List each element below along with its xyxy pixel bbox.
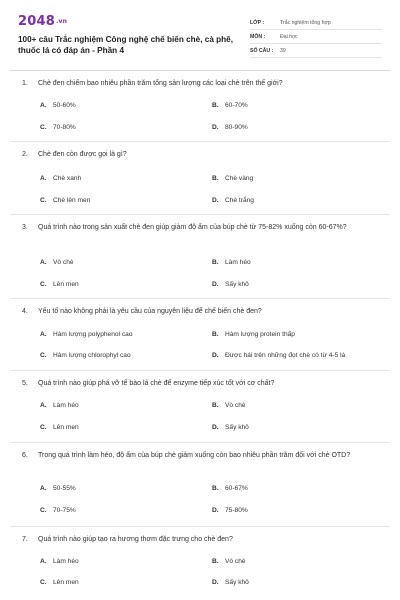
question-number: 6.	[22, 452, 28, 459]
option-a[interactable]	[40, 102, 76, 109]
logo-text: 2048	[18, 14, 55, 29]
option-letter: C.	[40, 507, 47, 514]
option-letter: A.	[40, 259, 47, 266]
header-left	[18, 14, 250, 68]
question-separator	[10, 526, 390, 527]
option-letter: B.	[212, 402, 219, 409]
question-body: Chè đen chiếm bao nhiêu phần trăm tổng sản lượng các loại chè trên thế giới?	[38, 80, 283, 87]
question-text	[22, 222, 372, 234]
option-text: Chè xanh	[53, 175, 82, 182]
option-letter: C.	[40, 124, 47, 131]
option-text: 70-80%	[53, 124, 76, 131]
option-letter: A.	[40, 331, 47, 338]
question-number: 3.	[22, 224, 28, 231]
option-text: Hàm lượng polyphenol cao	[53, 331, 133, 338]
option-letter: B.	[212, 485, 219, 492]
meta-row-class	[250, 16, 382, 30]
option-a[interactable]	[40, 259, 74, 266]
question-number: 7.	[22, 536, 28, 543]
option-text: Làm héo	[225, 259, 251, 266]
option-text: Vò chè	[53, 259, 74, 266]
question-body: Trong quá trình làm héo, độ ẩm của búp chè giảm xuống còn bao nhiêu phần trăm đối với chè OTD?	[38, 452, 351, 459]
option-text: 70-75%	[53, 507, 76, 514]
meta-table	[250, 14, 382, 68]
header-divider	[10, 70, 390, 71]
option-text: Làm héo	[53, 558, 79, 565]
option-b[interactable]	[212, 102, 248, 109]
option-d[interactable]	[212, 281, 249, 288]
option-a[interactable]	[40, 485, 76, 492]
option-letter: C.	[40, 281, 47, 288]
option-text: Hàm lượng chlorophyl cao	[53, 352, 131, 359]
question-number: 1.	[22, 80, 28, 87]
option-text: Sấy khô	[225, 424, 249, 431]
meta-row-count	[250, 44, 382, 58]
option-text: Vò chè	[225, 402, 246, 409]
option-text: Sấy khô	[225, 281, 249, 288]
option-b[interactable]	[212, 402, 246, 409]
option-letter: D.	[212, 197, 219, 204]
option-text: 60-67%	[225, 485, 248, 492]
option-text: 75-80%	[225, 507, 248, 514]
option-letter: C.	[40, 197, 47, 204]
option-letter: D.	[212, 507, 219, 514]
option-b[interactable]	[212, 558, 246, 565]
question-body: Quá trình nào giúp tạo ra hương thơm đặc trưng cho chè đen?	[38, 536, 233, 543]
option-c[interactable]	[40, 124, 76, 131]
option-text: 50-60%	[53, 102, 76, 109]
option-letter: C.	[40, 579, 47, 586]
question-separator	[10, 214, 390, 215]
option-b[interactable]	[212, 175, 253, 182]
option-text: Lên men	[53, 579, 79, 586]
site-logo[interactable]	[18, 14, 250, 29]
question-body: Yếu tố nào không phải là yêu cầu của nguyên liệu để chế biến chè đen?	[38, 308, 262, 315]
option-text: Chè trắng	[225, 197, 254, 204]
option-text: Làm héo	[53, 402, 79, 409]
option-c[interactable]	[40, 281, 79, 288]
option-d[interactable]	[212, 579, 249, 586]
question-body: Quá trình nào giúp phá vỡ tế bào lá chè để enzyme tiếp xúc tốt với cơ chất?	[38, 380, 275, 387]
question-body: Quá trình nào trong sản xuất chè đen giúp giảm độ ẩm của búp chè từ 75-82% xuống còn 60-67%?	[38, 224, 347, 231]
option-d[interactable]	[212, 507, 248, 514]
option-letter: C.	[40, 424, 47, 431]
option-c[interactable]	[40, 197, 90, 204]
question-text	[22, 534, 372, 546]
option-a[interactable]	[40, 402, 79, 409]
option-b[interactable]	[212, 331, 295, 338]
option-letter: A.	[40, 175, 47, 182]
document-header	[0, 0, 400, 68]
question-text	[22, 306, 372, 318]
logo-suffix: .vn	[55, 18, 68, 25]
question-number: 2.	[22, 151, 28, 158]
option-text: Chè lên men	[53, 197, 91, 204]
question-number: 4.	[22, 308, 28, 315]
option-text: Được hái trên những đọt chè có từ 4-5 lá	[225, 352, 346, 359]
option-text: Sấy khô	[225, 579, 249, 586]
option-letter: C.	[40, 352, 47, 359]
question-separator	[10, 141, 390, 142]
question-separator	[10, 370, 390, 371]
question-body: Chè đen còn được gọi là gì?	[38, 151, 127, 158]
option-a[interactable]	[40, 331, 132, 338]
option-d[interactable]	[212, 124, 248, 131]
meta-value: 39	[280, 47, 286, 54]
option-b[interactable]	[212, 259, 251, 266]
option-text: 50-55%	[53, 485, 76, 492]
option-b[interactable]	[212, 485, 248, 492]
option-text: Hàm lượng protein thấp	[225, 331, 295, 338]
option-letter: A.	[40, 102, 47, 109]
option-d[interactable]	[212, 424, 249, 431]
option-letter: B.	[212, 331, 219, 338]
document-title: 100+ câu Trắc nghiệm Công nghệ chế biến chè, cà phê, thuốc lá có đáp án - Phần 4	[18, 35, 233, 55]
option-letter: D.	[212, 352, 219, 359]
option-c[interactable]	[40, 352, 131, 359]
option-a[interactable]	[40, 175, 81, 182]
option-c[interactable]	[40, 507, 76, 514]
option-letter: B.	[212, 259, 219, 266]
option-letter: D.	[212, 424, 219, 431]
option-a[interactable]	[40, 558, 79, 565]
option-text: Vò chè	[225, 558, 246, 565]
option-c[interactable]	[40, 579, 79, 586]
option-text: Chè vàng	[225, 175, 254, 182]
option-d[interactable]	[212, 352, 345, 359]
meta-label: LỚP :	[250, 19, 265, 26]
option-text: Lên men	[53, 281, 79, 288]
question-text	[22, 450, 372, 462]
question-text	[22, 378, 372, 390]
option-letter: A.	[40, 485, 47, 492]
option-letter: B.	[212, 175, 219, 182]
option-letter: A.	[40, 402, 47, 409]
meta-row-subject	[250, 30, 382, 44]
question-separator	[10, 442, 390, 443]
meta-value: Đại học	[280, 33, 298, 40]
option-letter: D.	[212, 579, 219, 586]
meta-label: SỐ CÂU :	[250, 47, 274, 54]
meta-label: MÔN :	[250, 33, 266, 40]
option-letter: A.	[40, 558, 47, 565]
meta-value: Trắc nghiệm tổng hợp	[280, 19, 331, 26]
option-letter: D.	[212, 124, 219, 131]
option-text: Lên men	[53, 424, 79, 431]
question-text	[22, 78, 372, 90]
question-text	[22, 149, 372, 161]
option-letter: D.	[212, 281, 219, 288]
option-text: 60-70%	[225, 102, 248, 109]
option-c[interactable]	[40, 424, 79, 431]
option-text: 80-90%	[225, 124, 248, 131]
question-number: 5.	[22, 380, 28, 387]
option-letter: B.	[212, 558, 219, 565]
option-letter: B.	[212, 102, 219, 109]
option-d[interactable]	[212, 197, 254, 204]
question-separator	[10, 298, 390, 299]
